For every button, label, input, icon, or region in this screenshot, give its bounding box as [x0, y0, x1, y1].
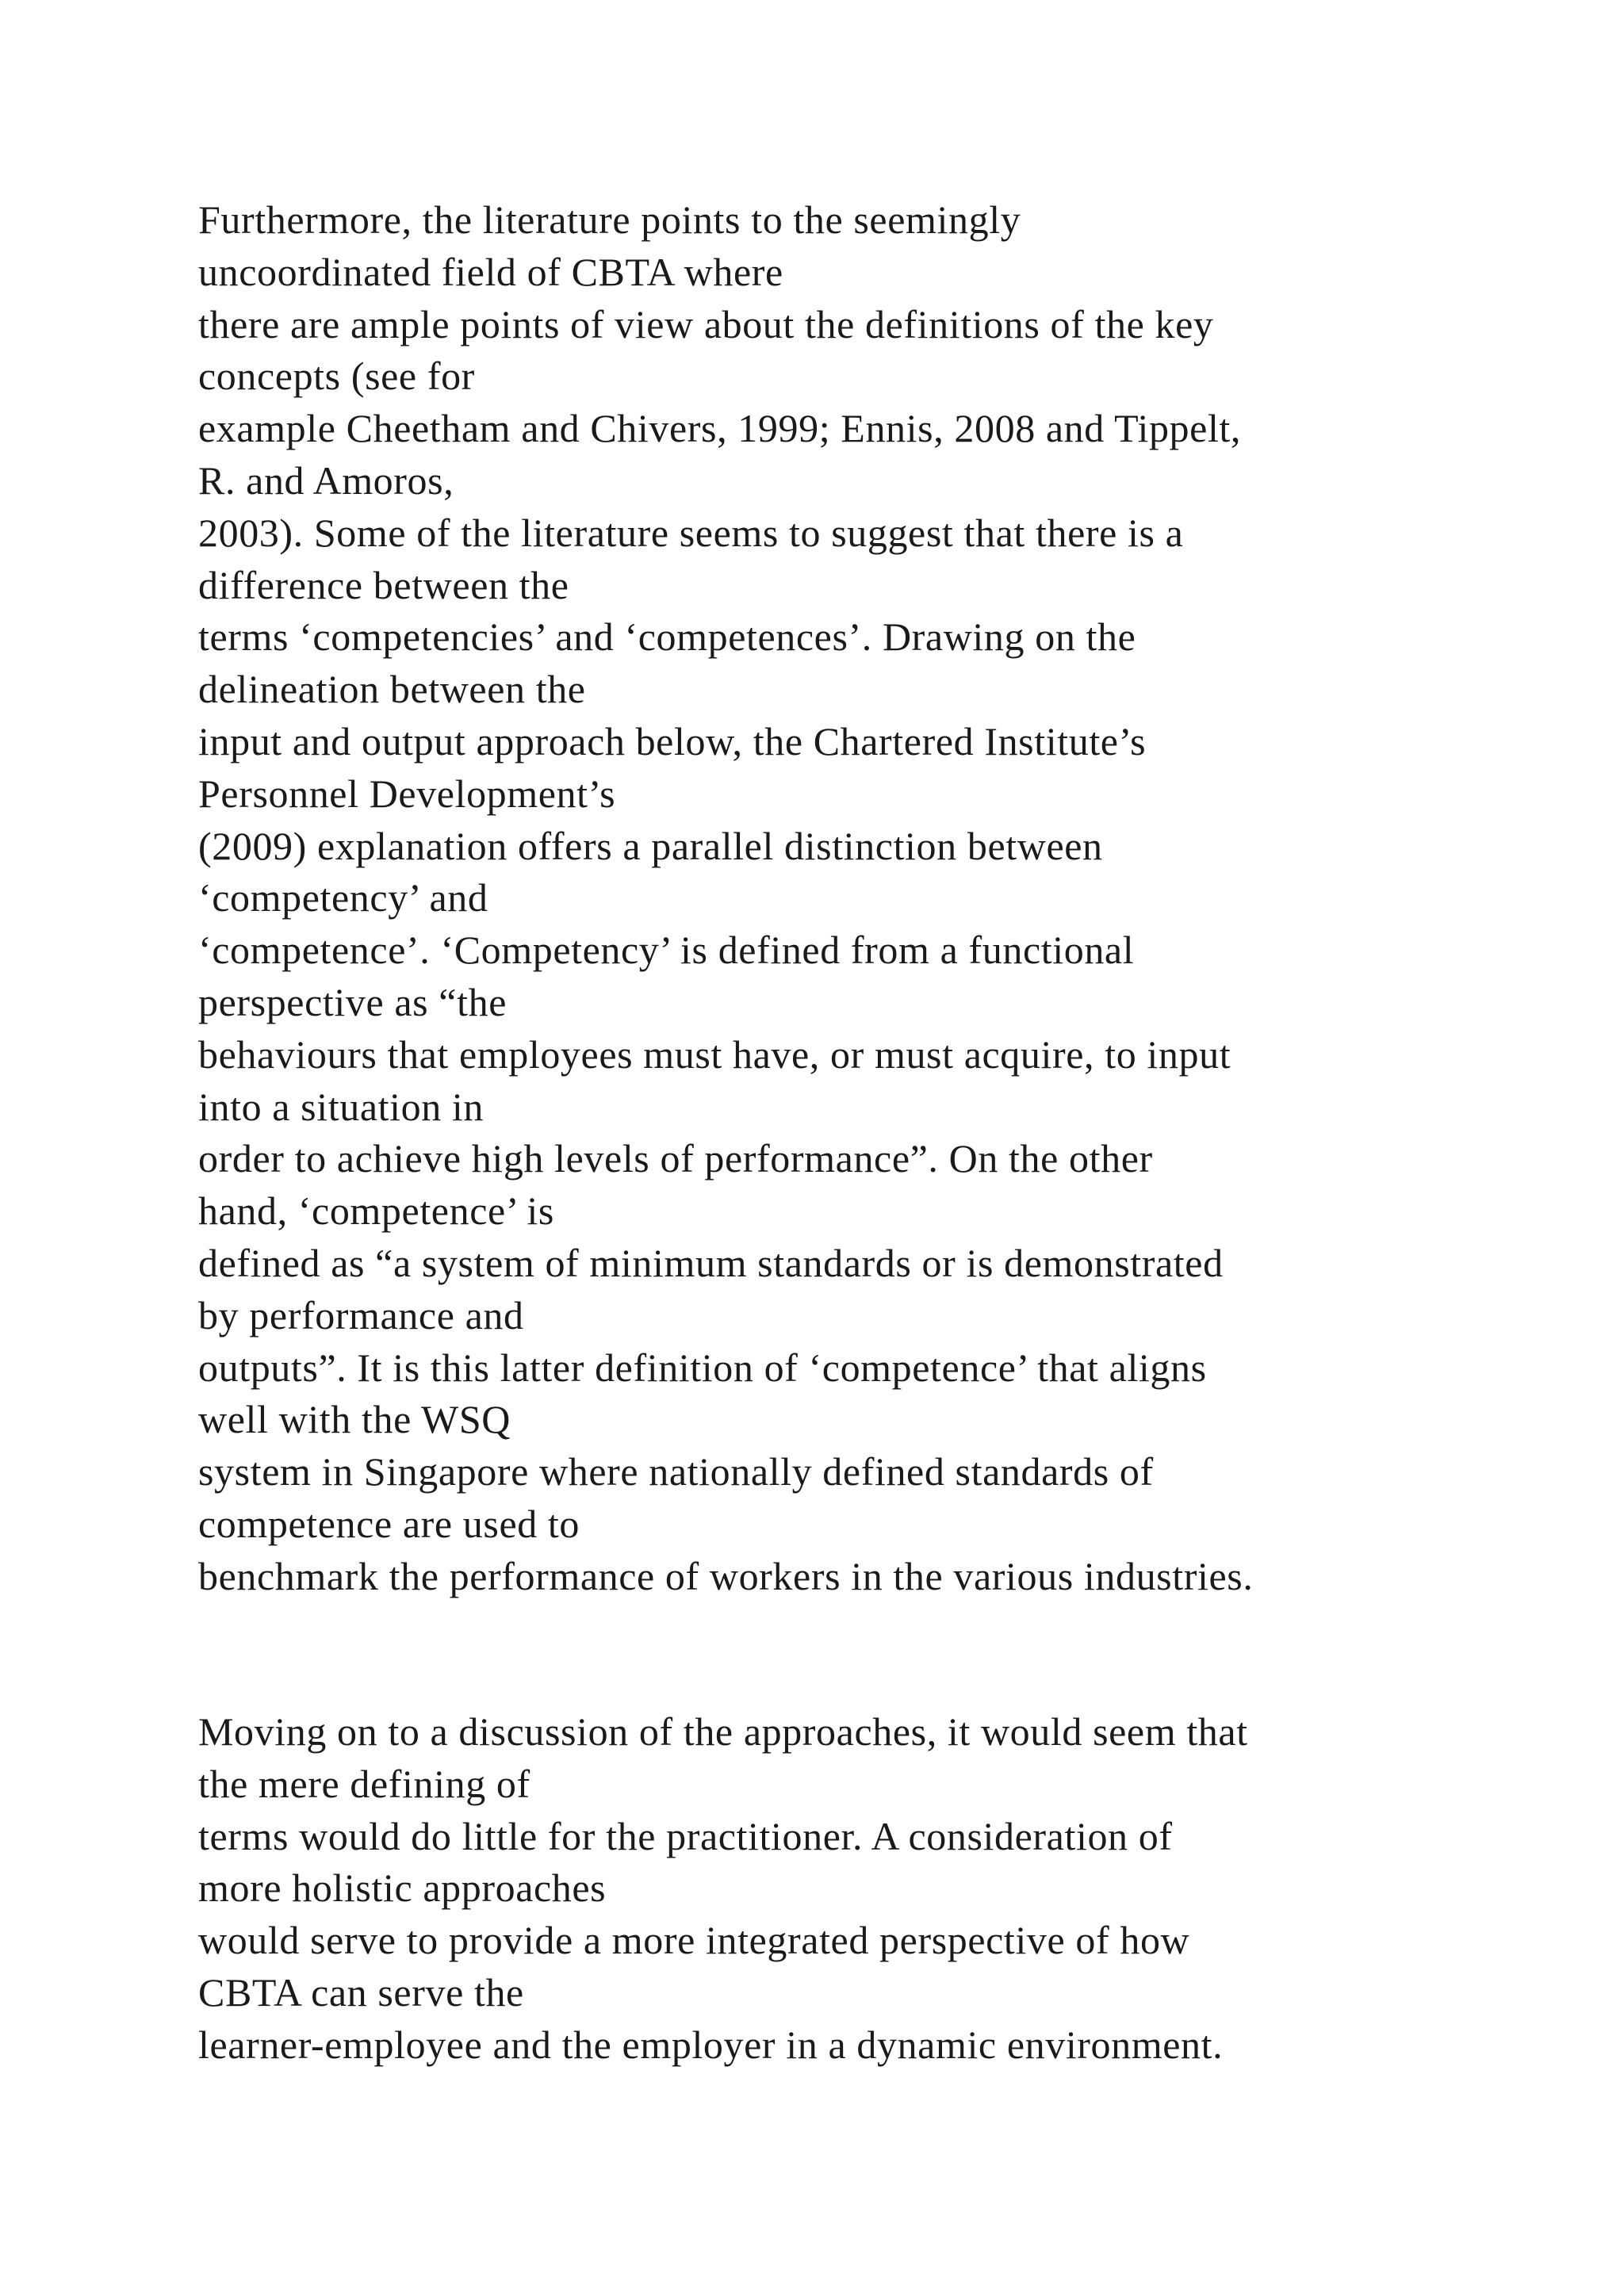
text-line: more holistic approaches: [198, 1866, 607, 1911]
text-line: into a situation in: [198, 1084, 484, 1129]
text-line: Moving on to a discussion of the approaches, it would seem that: [198, 1709, 1248, 1754]
text-line: by performance and: [198, 1292, 524, 1337]
text-line: example Cheetham and Chivers, 1999; Ennis, 2008 and Tippelt,: [198, 406, 1242, 451]
text-line: perspective as “the: [198, 979, 507, 1024]
paragraph-1: [198, 194, 1546, 1603]
text-line: learner-employee and the employer in a dynamic environment.: [198, 2022, 1224, 2067]
text-line: uncoordinated field of CBTA where: [198, 249, 783, 294]
text-line: hand, ‘competence’ is: [198, 1188, 554, 1234]
text-line: system in Singapore where nationally defined standards of: [198, 1449, 1154, 1494]
text-line: input and output approach below, the Chartered Institute’s: [198, 718, 1147, 763]
text-line: delineation between the: [198, 667, 586, 712]
text-line: outputs”. It is this latter definition of ‘competence’ that aligns: [198, 1345, 1207, 1390]
text-line: defined as “a system of minimum standards or is demonstrated: [198, 1240, 1224, 1285]
text-line: order to achieve high levels of performance”. On the other: [198, 1136, 1153, 1181]
text-line: competence are used to: [198, 1501, 580, 1546]
text-line: R. and Amoros,: [198, 457, 454, 503]
text-line: concepts (see for: [198, 354, 475, 399]
text-line: CBTA can serve the: [198, 1969, 524, 2015]
text-line: well with the WSQ: [198, 1397, 511, 1442]
text-line: would serve to provide a more integrated perspective of how: [198, 1918, 1190, 1963]
text-line: the mere defining of: [198, 1761, 530, 1806]
text-line: (2009) explanation offers a parallel distinction between: [198, 823, 1103, 868]
text-line: Furthermore, the literature points to the seemingly: [198, 197, 1021, 242]
text-line: terms would do little for the practitioner. A consideration of: [198, 1813, 1173, 1858]
text-line: 2003). Some of the literature seems to suggest that there is a: [198, 510, 1184, 555]
paragraph-2: [198, 1706, 1546, 2072]
text-line: difference between the: [198, 562, 569, 607]
text-line: terms ‘competencies’ and ‘competences’. Drawing on the: [198, 614, 1136, 660]
text-line: benchmark the performance of workers in the various industries.: [198, 1553, 1254, 1598]
text-line: Personnel Development’s: [198, 771, 616, 816]
text-line: there are ample points of view about the definitions of the key: [198, 301, 1214, 346]
text-line: ‘competence’. ‘Competency’ is defined from a functional: [198, 928, 1135, 973]
text-line: ‘competency’ and: [198, 875, 488, 920]
text-line: behaviours that employees must have, or must acquire, to input: [198, 1031, 1231, 1077]
